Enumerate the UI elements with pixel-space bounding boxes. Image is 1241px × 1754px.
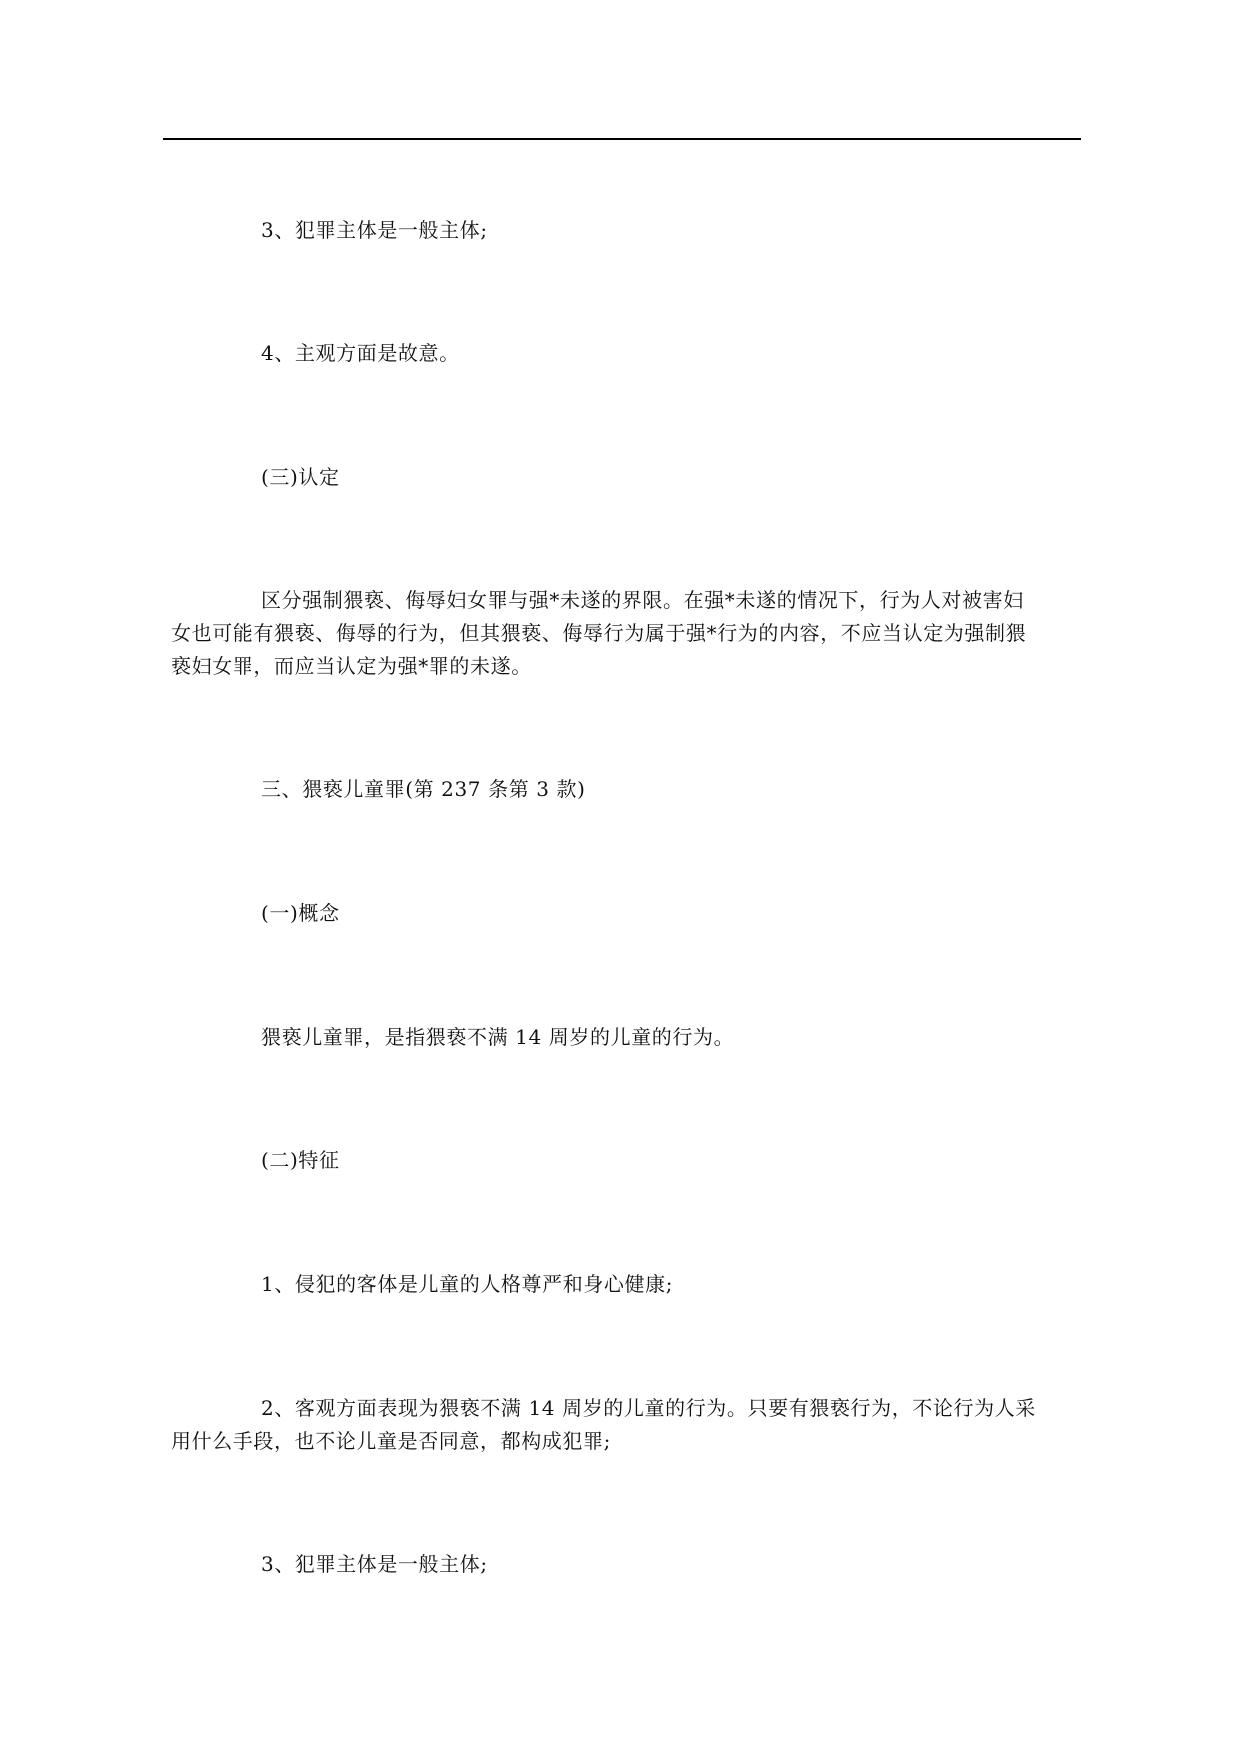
paragraph-subjective-intent: [171, 337, 1077, 370]
paragraph-subject-general-1: [171, 214, 1077, 247]
paragraph-line: 区分强制猥亵、侮辱妇女罪与强*未遂的界限。在强*未遂的情况下，行为人对被害妇: [261, 588, 1024, 612]
header-rule: [163, 138, 1081, 140]
paragraph-line: 2、客观方面表现为猥亵不满 14 周岁的儿童的行为。只要有猥亵行为，不论行为人采: [261, 1396, 1036, 1420]
paragraph-text: 3、犯罪主体是一般主体;: [261, 218, 488, 242]
heading-text: (三)认定: [261, 465, 340, 489]
paragraph-definition: [171, 1021, 1077, 1054]
section-heading-child-indecency: [171, 773, 1077, 806]
paragraph-text: 1、侵犯的客体是儿童的人格尊严和身心健康;: [261, 1272, 674, 1296]
paragraph-distinction: [171, 584, 1077, 683]
paragraph-line: 女也可能有猥亵、侮辱的行为，但其猥亵、侮辱行为属于强*行为的内容，不应当认定为强制猥: [171, 621, 1027, 645]
heading-concept: [171, 897, 1077, 930]
paragraph-line: 亵妇女罪，而应当认定为强*罪的未遂。: [171, 654, 532, 678]
heading-text: 三、猥亵儿童罪(第 237 条第 3 款): [261, 777, 586, 801]
paragraph-text: 3、犯罪主体是一般主体;: [261, 1552, 488, 1576]
paragraph-objective-aspect: [171, 1392, 1077, 1458]
paragraph-subject-general-2: [171, 1548, 1077, 1581]
paragraph-text: 猥亵儿童罪，是指猥亵不满 14 周岁的儿童的行为。: [261, 1025, 735, 1049]
heading-text: (一)概念: [261, 901, 340, 925]
paragraph-line: 用什么手段，也不论儿童是否同意，都构成犯罪;: [171, 1429, 611, 1453]
paragraph-text: 4、主观方面是故意。: [261, 341, 460, 365]
paragraph-object: [171, 1268, 1077, 1301]
heading-text: (二)特征: [261, 1148, 340, 1172]
heading-determination: [171, 461, 1077, 494]
heading-features: [171, 1144, 1077, 1177]
